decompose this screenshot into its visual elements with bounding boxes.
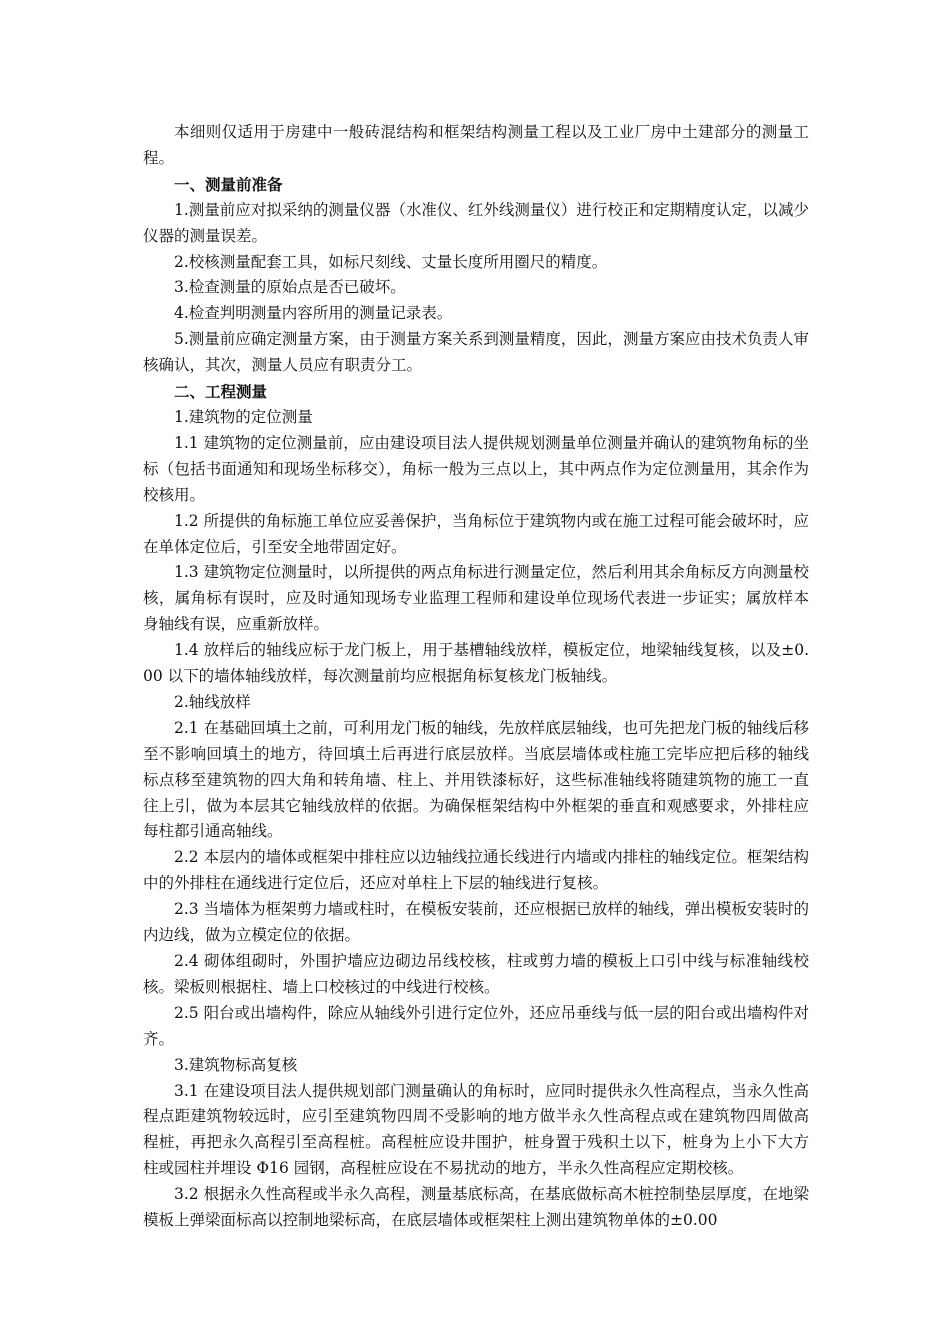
axis-item-2-4: 2.4 砌体组砌时，外围护墙应边砌边吊线校核，柱或剪力墙的模板上口引中线与标准轴线校核。梁板则根据柱、墙上口校核过的中线进行校核。 [143,952,809,996]
axis-item-2-1: 2.1 在基础回填土之前，可利用龙门板的轴线，先放样底层轴线，也可先把龙门板的轴线后移至不影响回填土的地方，待回填土后再进行底层放样。当底层墙体或柱施工完毕应把后移的轴线标点移至建筑物的四大角和转角墙、柱上、并用铁漆标好，这些标准轴线将随建筑物的施工一直往上引，做为本层其它轴线放样的依据。为确保框架结构中外框架的垂直和观感要求，外排柱应每柱都引通高轴线。 [143,718,809,841]
axis-item-2-2: 2.2 本层内的墙体或框架中排柱应以边轴线拉通长线进行内墙或内排柱的轴线定位。框架结构中的外排柱在通线进行定位后，还应对单柱上下层的轴线进行复核。 [143,848,809,893]
document-page [143,120,809,1234]
positioning-item-1-2: 1.2 所提供的角标施工单位应妥善保护，当角标位于建筑物内或在施工过程可能会破坏时，应在单体定位后，引至安全地带固定好。 [143,511,809,556]
elevation-item-3-1: 3.1 在建设项目法人提供规划部门测量确认的角标时，应同时提供永久性高程点，当永久性高程点距建筑物较远时，应引至建筑物四周不受影响的地方做半永久性高程点或在建筑物四周做高程桩，再把永久高程引至高程桩。高程桩应设井围护，桩身置于残积土以下，桩身为上小下大方柱或园柱并埋设 Φ16 园钢，高程桩应设在不易扰动的地方，半永久性高程应定期校核。 [143,1081,809,1178]
positioning-item-1-1: 1.1 建筑物的定位测量前，应由建设项目法人提供规划测量单位测量并确认的建筑物角标的坐标（包括书面通知和现场坐标移交），角标一般为三点以上，其中两点作为定位测量用，其余作为校核用。 [143,433,809,504]
positioning-item-1-3: 1.3 建筑物定位测量时，以所提供的两点角标进行测量定位，然后利用其余角标反方向测量校核，属角标有误时，应及时通知现场专业监理工程师和建设单位现场代表进一步证实；属放样本身轴线有误，应重新放样。 [143,563,809,634]
subsection-title-axis: 2.轴线放样 [174,692,251,711]
subsection-title-elevation: 3.建筑物标高复核 [174,1055,298,1074]
prep-item-4: 4.检查判明测量内容所用的测量记录表。 [174,304,453,323]
section-heading-preparation: 一、测量前准备 [174,174,283,194]
prep-item-2: 2.校核测量配套工具，如标尺刻线、丈量长度所用圈尺的精度。 [174,252,608,271]
elevation-item-3-2: 3.2 根据永久性高程或半永久高程，测量基底标高，在基底做标高木桩控制垫层厚度，在地梁模板上弹梁面标高以控制地梁标高，在底层墙体或框架柱上测出建筑物单体的±0.00 [143,1185,809,1230]
section-heading-survey: 二、工程测量 [174,382,268,402]
subsection-title-positioning: 1.建筑物的定位测量 [174,407,313,426]
prep-item-5: 5.测量前应确定测量方案，由于测量方案关系到测量精度，因此，测量方案应由技术负责人审核确认，其次，测量人员应有职责分工。 [143,330,809,375]
prep-item-3: 3.检查测量的原始点是否已破坏。 [174,278,406,297]
intro-paragraph: 本细则仅适用于房建中一般砖混结构和框架结构测量工程以及工业厂房中土建部分的测量工程。 [143,123,809,167]
axis-item-2-5: 2.5 阳台或出墙构件，除应从轴线外引进行定位外，还应吊垂线与低一层的阳台或出墙构件对齐。 [143,1003,809,1048]
axis-item-2-3: 2.3 当墙体为框架剪力墙或柱时，在模板安装前，还应根据已放样的轴线，弹出模板安装时的内边线，做为立模定位的依据。 [143,900,809,945]
positioning-item-1-4: 1.4 放样后的轴线应标于龙门板上，用于基槽轴线放样，模板定位，地梁轴线复核，以及±0.00 以下的墙体轴线放样，每次测量前均应根据角标复核龙门板轴线。 [143,641,809,686]
prep-item-1: 1.测量前应对拟采纳的测量仪器（水准仪、红外线测量仪）进行校正和定期精度认定，以减少仪器的测量误差。 [143,200,809,245]
